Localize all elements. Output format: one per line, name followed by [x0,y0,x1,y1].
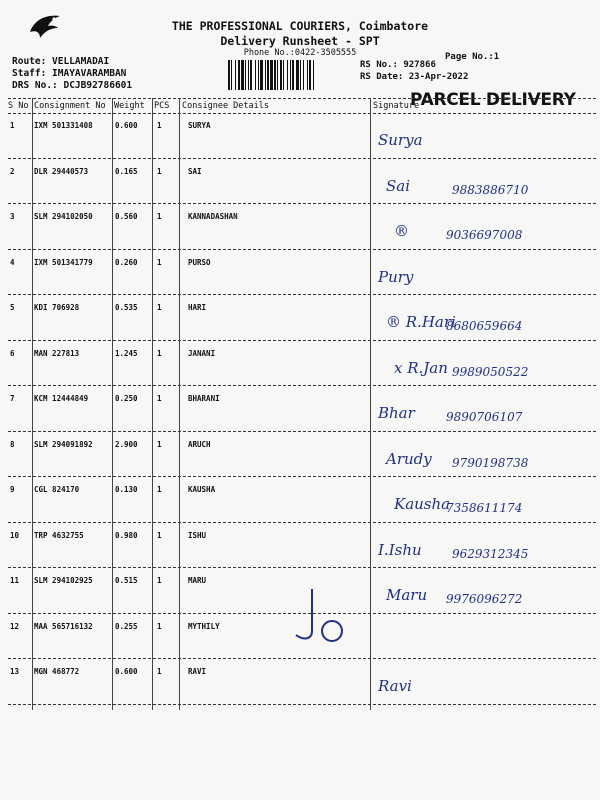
row-phone: 9976096272 [446,592,523,606]
row-sno: 11 [10,576,20,585]
header-bottom-rule [8,113,596,114]
barcode-bar [313,60,314,90]
drs-number: DRS No.: DCJB92786601 [12,80,133,91]
row-weight: 0.165 [115,166,138,176]
barcode-bar [274,60,276,90]
row-weight: 1.245 [115,348,138,358]
row-separator [8,385,596,386]
row-consignment-no: DLR 29440573 [34,166,89,176]
rs-number: RS No.: 927866 [360,60,436,70]
col-signature-header: Signature [373,101,420,111]
row-separator [8,567,596,568]
row-consignee: MARU [188,576,207,585]
col-divider [112,98,113,710]
barcode-bar [287,60,288,90]
row-weight: 2.900 [115,439,138,449]
row-signature: Ravi [378,677,412,695]
row-consignment-no: SLM 294091892 [34,439,93,449]
row-phone: 9629312345 [452,546,529,561]
col-weight-header: Weight [114,101,145,111]
row-pcs: 1 [157,394,162,403]
col-consignee-header: Consignee Details [182,101,269,111]
barcode-bar [296,60,299,90]
row-consignment-no: IXM 501331408 [34,121,93,130]
row-consignment-no: TRP 4632755 [34,530,84,540]
company-phone: Phone No.:0422-3505555 [243,48,357,58]
row-sno: 9 [10,485,15,494]
col-consignment-header: Consignment No [34,101,106,111]
barcode-bar [267,60,269,90]
row-consignment-no: MGN 468772 [34,667,80,676]
row-weight: 0.535 [115,303,138,312]
col-divider [152,98,153,710]
barcode-bar [238,60,240,90]
company-title: THE PROFESSIONAL COURIERS, Coimbatore [171,19,429,33]
row-consignee: SURYA [188,121,211,130]
row-pcs: 1 [157,121,162,130]
row-phone: 9890706107 [446,410,523,424]
row-phone: 9036697008 [446,228,523,242]
row-consignee: SAI [188,166,202,176]
barcode-bar [245,60,246,90]
row-consignment-no: KCM 12444849 [34,394,89,403]
staff-label: Staff: IMAYAVARAMBAN [12,68,127,79]
row-sno: 2 [10,166,15,176]
barcode-bar [235,60,236,90]
header-top-rule [8,98,596,99]
barcode-bar [277,60,278,90]
row-consignee: RAVI [188,667,207,676]
row-consignee: ISHU [188,530,207,540]
barcode-bar [303,60,304,90]
col-divider [370,98,371,710]
row-separator [8,431,596,432]
row-phone: 8680659664 [446,319,523,333]
row-phone: 9790198738 [452,455,529,470]
barcode-bar [250,60,252,90]
barcode-bar [248,60,249,90]
barcode [228,60,354,90]
row-weight: 0.600 [115,121,138,130]
row-separator [8,522,596,523]
row-weight: 0.560 [115,212,138,221]
row-weight: 0.250 [115,394,138,403]
row-consignment-no: SLM 294102925 [34,576,93,585]
row-signature: Bhar [378,404,415,422]
row-signature: I.Ishu [378,540,422,559]
row-weight: 0.980 [115,530,138,540]
barcode-bar [260,60,263,90]
row-signature: Maru [386,586,428,604]
barcode-bar [241,60,244,90]
row-phone: 7358611174 [446,501,523,515]
barcode-bar [265,60,266,90]
row-pcs: 1 [157,303,162,312]
row-sno: 4 [10,257,15,267]
row-sno: 5 [10,303,15,312]
row-sno: 6 [10,348,15,358]
col-sno-header: S No [8,101,29,111]
row-consignee: JANANI [188,348,216,358]
row-separator [8,476,596,477]
row-sno: 10 [10,530,20,540]
row-consignment-no: SLM 294102050 [34,212,93,221]
row-separator [8,249,596,250]
row-signature: ® R.Hari [386,313,456,331]
row-signature: Sai [386,176,411,195]
row-consignment-no: MAA 565716132 [34,621,93,631]
row-weight: 0.255 [115,621,138,631]
barcode-bar [290,60,291,90]
row-signature: Pury [378,267,414,286]
row-sno: 1 [10,121,15,130]
row-signature: Kausha [394,495,451,513]
row-consignment-no: IXM 501341779 [34,257,93,267]
handwritten-mark-icon [290,585,360,655]
row-sno: 8 [10,439,15,449]
col-divider [32,98,33,710]
row-pcs: 1 [157,257,162,267]
row-sno: 7 [10,394,15,403]
barcode-bar [280,60,282,90]
row-consignee: KAUSHA [188,485,216,494]
barcode-bar [292,60,294,90]
page-number: Page No.:1 [445,52,500,62]
row-separator [8,294,596,295]
row-consignee: KANNADASHAN [188,212,238,221]
row-separator [8,158,596,159]
row-pcs: 1 [157,621,162,631]
row-signature: Arudy [386,449,432,468]
row-sno: 13 [10,667,20,676]
row-weight: 0.515 [115,576,138,585]
runsheet-subtitle: Delivery Runsheet - SPT [220,34,380,48]
row-consignee: HARI [188,303,207,312]
row-sno: 12 [10,621,20,631]
barcode-bar [309,60,311,90]
barcode-bar [258,60,259,90]
row-separator [8,704,596,705]
parcel-delivery-stamp: PARCEL DELIVERY [410,90,576,110]
row-pcs: 1 [157,212,162,221]
row-weight: 0.600 [115,667,138,676]
row-consignment-no: CGL 824170 [34,485,80,494]
row-phone: 9989050522 [452,364,529,379]
row-consignee: ARUCH [188,439,211,449]
row-signature: x R.Jan [394,358,448,377]
row-consignee: PURSO [188,257,211,267]
row-pcs: 1 [157,439,162,449]
row-consignment-no: KDI 706928 [34,303,80,312]
barcode-bar [300,60,301,90]
row-separator [8,203,596,204]
route-label: Route: VELLAMADAI [12,56,110,67]
row-weight: 0.260 [115,257,138,267]
barcode-bar [255,60,256,90]
barcode-bar [283,60,284,90]
barcode-bar [270,60,273,90]
row-separator [8,340,596,341]
col-pcs-header: PCS [154,101,170,111]
row-consignee: MYTHILY [188,621,220,631]
row-pcs: 1 [157,667,162,676]
row-signature: Surya [378,131,423,149]
row-consignment-no: MAN 227813 [34,348,80,358]
barcode-bar [228,60,230,90]
row-pcs: 1 [157,530,162,540]
row-separator [8,658,596,659]
row-signature: ® [394,222,409,240]
row-pcs: 1 [157,348,162,358]
col-divider [179,98,180,710]
row-phone: 9883886710 [452,182,529,197]
row-pcs: 1 [157,576,162,585]
row-pcs: 1 [157,166,162,176]
barcode-bar [307,60,308,90]
row-sno: 3 [10,212,15,221]
barcode-bar [231,60,232,90]
company-logo-icon [28,12,62,40]
rs-date: RS Date: 23-Apr-2022 [360,72,469,82]
row-weight: 0.130 [115,485,138,494]
row-pcs: 1 [157,485,162,494]
row-consignee: BHARANI [188,394,220,403]
